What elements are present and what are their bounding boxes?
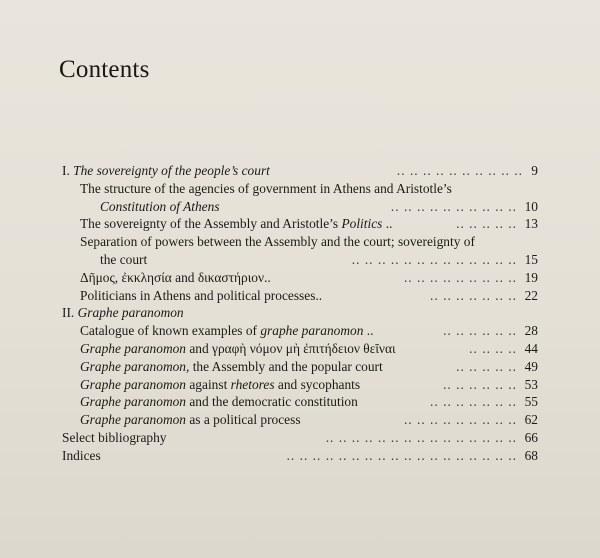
toc-dot-leader: .. .. .. .. .. .. .. .. ..	[403, 269, 517, 285]
toc-page-number: 10	[524, 198, 538, 214]
toc-text: I.	[62, 163, 74, 178]
toc-text: the court	[100, 251, 148, 267]
toc-entry	[62, 215, 538, 233]
toc-italic-text: Graphe paranomon	[80, 394, 187, 410]
toc-entry	[62, 411, 538, 429]
toc-text: Select bibliography	[62, 429, 167, 445]
toc-entry	[62, 429, 538, 447]
toc-entry-title	[80, 234, 475, 249]
toc-dot-leader: .. .. .. ..	[469, 340, 517, 356]
toc-dot-leader: .. .. .. .. .. .. .. .. .. .. .. .. .. .. .. .. .. ..	[286, 447, 517, 463]
toc-text: against	[186, 376, 231, 392]
toc-entry	[62, 251, 538, 269]
toc-entry-title	[80, 377, 360, 392]
toc-italic-text: Graphe paranomon	[80, 412, 187, 428]
toc-page-number: 19	[524, 269, 538, 285]
toc-entry	[62, 287, 538, 305]
toc-text: The sovereignty of the Assembly and Aristotle’s	[80, 216, 342, 232]
toc-entry	[62, 393, 538, 411]
toc-text: and the democratic constitution	[186, 394, 358, 410]
toc-entry-title	[80, 323, 373, 338]
toc-entry	[62, 269, 538, 287]
toc-entry	[62, 358, 538, 376]
toc-entry	[62, 162, 538, 180]
toc-dot-leader: .. .. .. .. .. .. .. .. .. .. .. .. ..	[351, 251, 517, 267]
toc-page-number: 28	[524, 323, 538, 339]
toc-entry	[62, 376, 538, 394]
toc-dot-leader: .. .. .. .. .. .. .. .. .. ..	[390, 198, 517, 214]
toc-italic-text: rhetores	[230, 376, 275, 392]
toc-page-number: 66	[524, 429, 538, 445]
toc-page-number: 53	[524, 376, 538, 392]
toc-entry-title	[62, 305, 184, 320]
toc-dot-leader: .. .. .. .. .. .. .. .. .. .. .. .. .. .. ..	[325, 429, 517, 445]
toc-entry	[62, 304, 538, 322]
toc-page-number: 15	[524, 251, 538, 267]
toc-text: ..	[363, 323, 374, 339]
toc-entry-title	[80, 288, 322, 303]
toc-text: as a political process	[186, 412, 301, 428]
toc-text: Politicians in Athens and political processes..	[80, 287, 323, 303]
toc-entry-title	[80, 341, 396, 356]
toc-entry	[62, 447, 538, 465]
toc-text: the Assembly and the popular court	[189, 358, 383, 374]
toc-entry-title	[80, 181, 452, 196]
toc-dot-leader: .. .. .. .. .. ..	[443, 323, 517, 339]
toc-text: and sycophants	[274, 376, 361, 392]
toc-text: and γραφὴ νόμον μὴ ἐπιτήδειον θεῖναι	[186, 340, 396, 356]
toc-entry-title	[62, 448, 101, 463]
toc-entry	[62, 233, 538, 251]
toc-dot-leader: .. .. .. .. ..	[456, 216, 517, 232]
toc-page-number: 55	[524, 394, 538, 410]
toc-entry-title	[100, 199, 220, 214]
toc-entry-title	[80, 216, 392, 231]
toc-text: Δῆμος, ἐκκλησία and δικαστήριον..	[80, 269, 271, 285]
toc-entry-title	[100, 252, 147, 267]
toc-entry-title	[80, 394, 358, 409]
toc-italic-text: Graphe paranomon	[80, 340, 187, 356]
toc-dot-leader: .. .. .. .. ..	[456, 358, 517, 374]
toc-page-number: 13	[524, 216, 538, 232]
toc-entry-title	[80, 270, 271, 285]
toc-page-number: 62	[524, 412, 538, 428]
toc-italic-text: Graphe paranomon	[77, 305, 184, 321]
toc-entry-title	[80, 412, 301, 427]
toc-entry-title	[62, 430, 167, 445]
toc-text: The structure of the agencies of government in Athens and Aristotle’s	[80, 180, 452, 196]
toc-entry	[62, 180, 538, 198]
toc-entry-title	[62, 163, 270, 178]
toc-entry	[62, 322, 538, 340]
toc-entry-title	[80, 359, 383, 374]
toc-italic-text: The sovereignty of the people’s court	[73, 163, 270, 178]
toc-page-number: 44	[524, 340, 538, 356]
toc-dot-leader: .. .. .. .. .. .. .. .. ..	[403, 412, 517, 428]
toc-dot-leader: .. .. .. .. .. ..	[443, 376, 517, 392]
toc-entry	[62, 198, 538, 216]
toc-italic-text: Graphe paranomon	[80, 376, 187, 392]
toc-dot-leader: .. .. .. .. .. .. .. .. .. ..	[396, 163, 523, 178]
toc-dot-leader: .. .. .. .. .. .. ..	[430, 394, 517, 410]
toc-italic-text: Graphe paranomon,	[80, 358, 190, 374]
toc-dot-leader: .. .. .. .. .. .. ..	[430, 287, 517, 303]
toc-text: ..	[382, 216, 393, 232]
toc-text: Catalogue of known examples of	[80, 323, 261, 339]
toc-text: Separation of powers between the Assembly and the court; sovereignty of	[80, 234, 475, 250]
toc-page-number: 22	[524, 287, 538, 303]
toc-text: Indices	[62, 447, 101, 463]
toc-page-number: 49	[524, 358, 538, 374]
toc-page-number: 9	[531, 163, 538, 178]
table-of-contents	[62, 162, 538, 465]
toc-entry	[62, 340, 538, 358]
page-title: Contents	[59, 56, 150, 83]
toc-italic-text: Politics	[341, 216, 383, 232]
toc-italic-text: graphe paranomon	[260, 323, 364, 339]
toc-page-number: 68	[524, 447, 538, 463]
toc-text: II.	[62, 305, 78, 321]
toc-italic-text: Constitution of Athens	[100, 198, 220, 214]
